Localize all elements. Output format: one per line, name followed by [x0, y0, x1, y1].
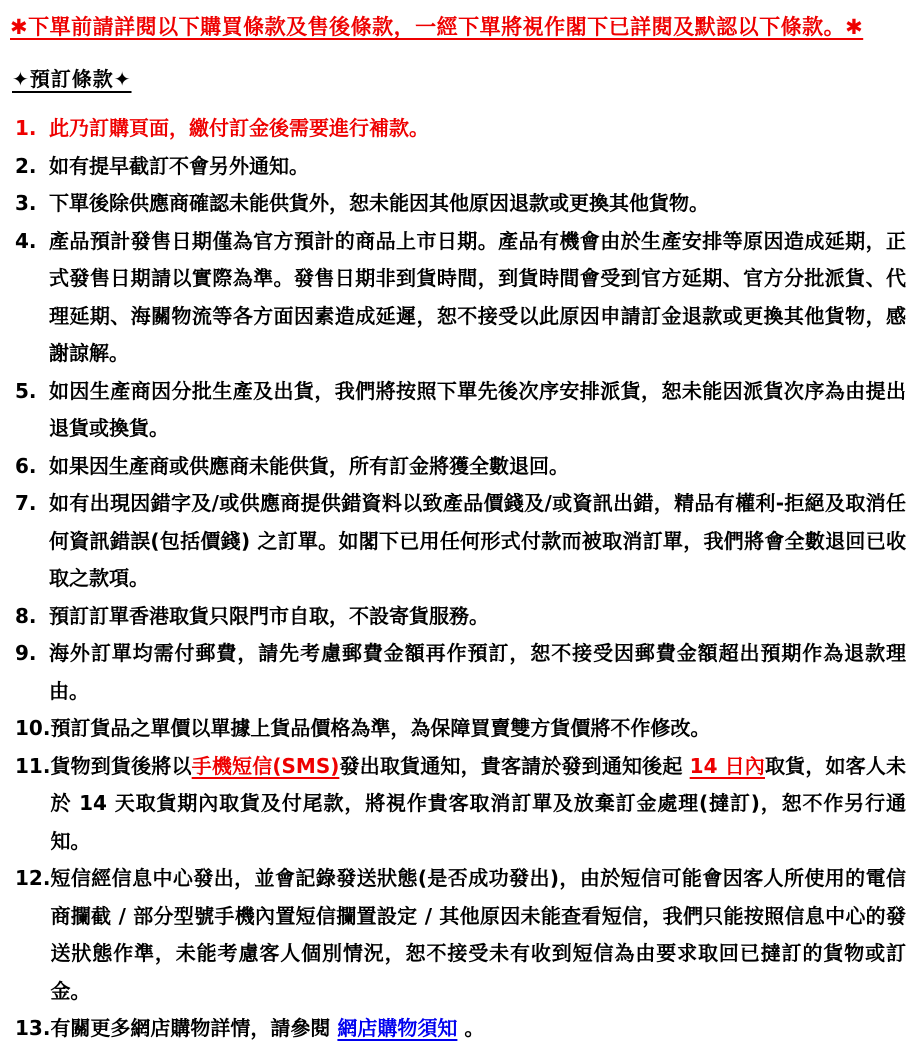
term-text: [50, 860, 906, 1010]
term-segment: 此乃訂購頁面，繳付訂金後需要進行補款。: [49, 116, 429, 140]
term-number: 10.: [15, 716, 51, 740]
term-text: [50, 748, 906, 861]
term-item: [7, 148, 906, 186]
term-text: [50, 710, 906, 748]
term-number: 9.: [15, 641, 37, 665]
term-number: 8.: [15, 603, 37, 628]
pre-order-warning-banner: ✱下單前請詳閱以下購買條款及售後條款，一經下單將視作閣下已詳閱及默認以下條款。✱: [10, 15, 864, 39]
term-item: [7, 748, 906, 861]
emphasized-red-text: 14 日內: [689, 753, 765, 778]
term-segment: 如有提早截訂不會另外通知。: [49, 153, 309, 178]
term-segment: 產品預計發售日期僅為官方預計的商品上市日期。產品有機會由於生產安排等原因造成延期，正式發售日期請以實際為準。發售日期非到貨時間，到貨時間會受到官方延期、官方分批派貨、代理延期、海關物流等各方面因素造成延遲，恕不接受以此原因申請訂金退款或更換其他貨物，感謝諒解。: [49, 228, 906, 365]
term-segment: 預訂訂單香港取貨只限門市自取，不設寄貨服務。: [49, 603, 489, 628]
terms-list: [7, 110, 906, 1048]
term-number: 13.: [15, 1016, 51, 1040]
term-item: [7, 110, 906, 148]
term-segment: 如因生產商因分批生產及出貨，我們將按照下單先後次序安排派貨，恕未能因派貨次序為由提出退貨或換貨。: [49, 378, 906, 440]
term-number: 5.: [15, 378, 37, 403]
term-item: [7, 223, 906, 373]
term-text: [49, 598, 906, 636]
term-text: [50, 1010, 906, 1048]
term-item: [7, 635, 906, 710]
term-item: [7, 373, 906, 448]
term-text: [49, 223, 906, 373]
term-segment: 貨物到貨後將以: [50, 753, 192, 778]
term-item: [7, 448, 906, 486]
term-segment: 短信經信息中心發出，並會記錄發送狀態(是否成功發出)，由於短信可能會因客人所使用的電信商攔截 / 部分型號手機內置短信攔置設定 / 其他原因未能查看短信，我們只能按照信息中心的發送狀態作準，未能考慮客人個別情況，恕不接受未有收到短信為由要求取回已撻訂的貨物或訂金。: [50, 866, 906, 1003]
term-segment: 取貨，如客人未於 14 天取貨期內取貨及付尾款，將視作貴客取消訂單及放棄訂金處理(撻訂)，恕不作另行通知。: [50, 753, 907, 853]
term-item: [7, 710, 906, 748]
term-number: 11.: [15, 753, 51, 778]
term-number: 1.: [15, 116, 37, 140]
term-segment: 海外訂單均需付郵費，請先考慮郵費金額再作預訂，恕不接受因郵費金額超出預期作為退款理由。: [49, 641, 906, 703]
term-item: [7, 1010, 906, 1048]
term-item: [7, 598, 906, 636]
term-item: [7, 185, 906, 223]
term-text: [49, 635, 906, 710]
emphasized-red-text: 手機短信(SMS): [191, 753, 340, 778]
term-segment: 發出取貨通知，貴客請於發到通知後起: [339, 753, 690, 778]
term-segment: 。: [457, 1016, 485, 1040]
term-segment: 預訂貨品之單價以單據上貨品價格為準，為保障買賣雙方貨價將不作修改。: [50, 716, 711, 740]
term-segment: 如有出現因錯字及/或供應商提供錯資料以致產品價錢及/或資訊出錯，精品有權利-拒絕及取消任何資訊錯誤(包括價錢) 之訂單。如閣下已用任何形式付款而被取消訂單，我們將會全數退回已收取之款項。: [49, 491, 906, 590]
term-number: 4.: [15, 228, 37, 253]
term-number: 2.: [15, 153, 37, 178]
term-text: [49, 110, 906, 148]
term-segment: 如果因生產商或供應商未能供貨，所有訂金將獲全數退回。: [49, 453, 569, 478]
term-number: 3.: [15, 191, 37, 215]
preorder-terms-section-title: ✦預訂條款✦: [12, 67, 132, 91]
store-shopping-guide-link[interactable]: 網店購物須知: [337, 1016, 458, 1040]
term-number: 6.: [15, 453, 37, 478]
term-number: 7.: [15, 491, 37, 515]
term-segment: 下單後除供應商確認未能供貨外，恕未能因其他原因退款或更換其他貨物。: [49, 191, 709, 215]
term-segment: 有關更多網店購物詳情，請參閱: [50, 1016, 338, 1040]
term-text: [49, 148, 906, 186]
term-text: [49, 185, 906, 223]
term-item: [7, 860, 906, 1010]
term-text: [49, 448, 906, 486]
term-text: [49, 373, 906, 448]
term-text: [49, 485, 906, 598]
term-item: [7, 485, 906, 598]
term-number: 12.: [15, 866, 51, 890]
